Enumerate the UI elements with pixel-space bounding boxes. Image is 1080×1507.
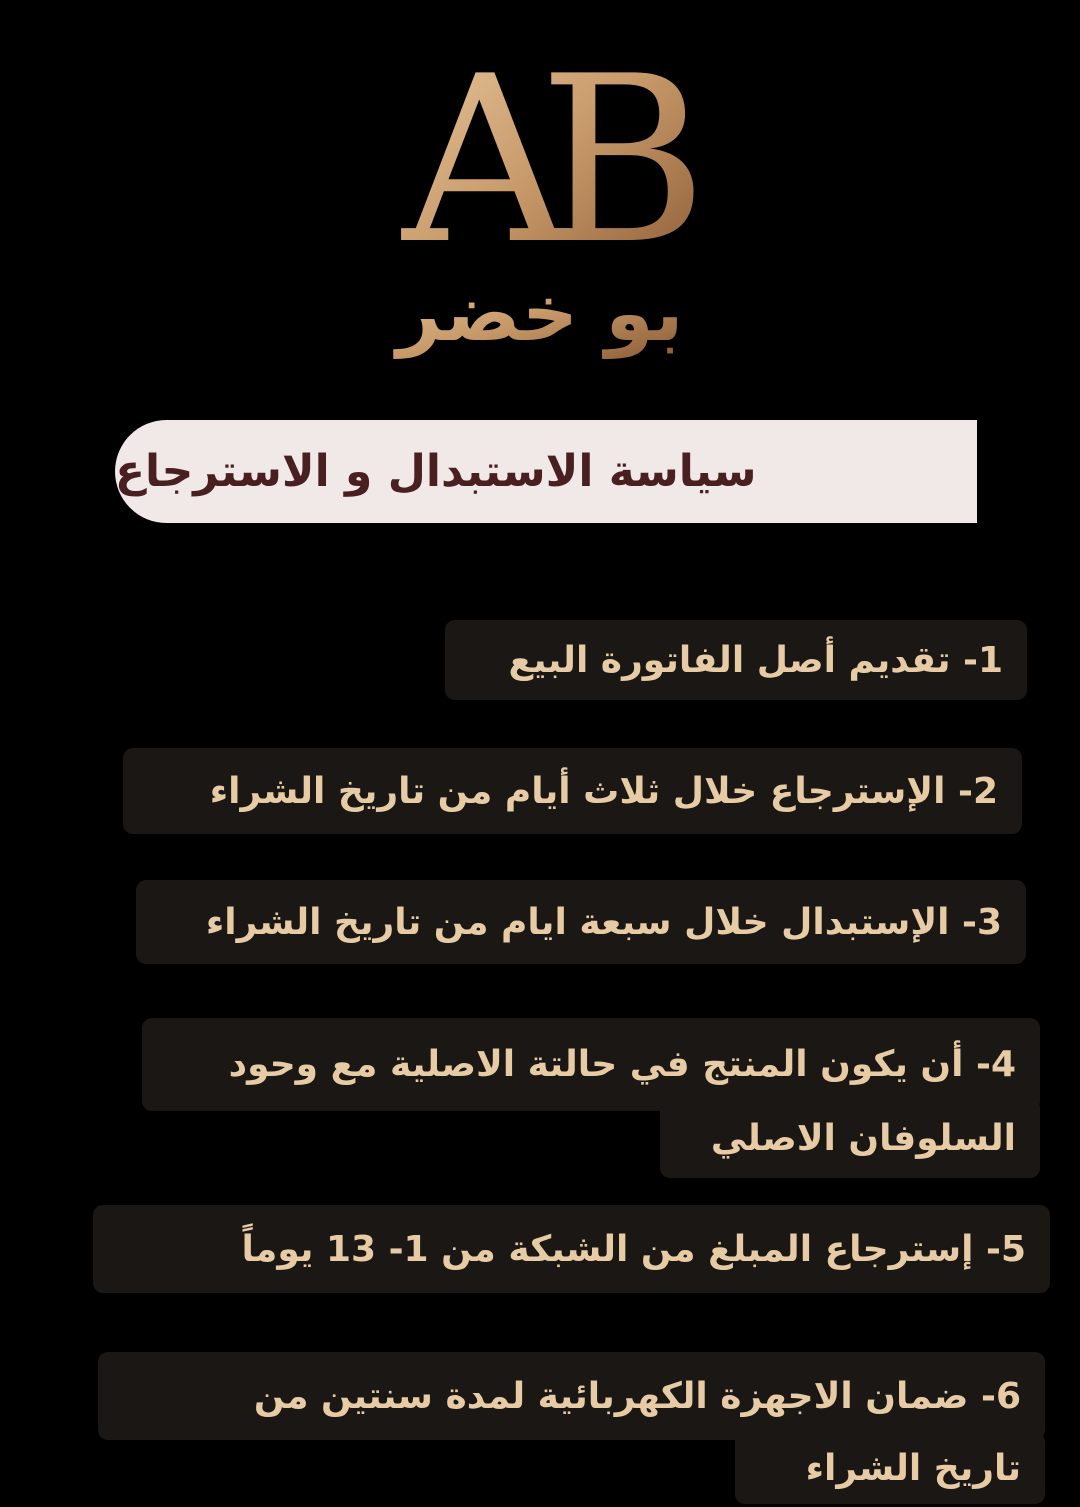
rule-text: 6- ضمان الاجهزة الكهربائية لمدة سنتين من — [253, 1375, 1021, 1417]
rule-text: تاريخ الشراء — [805, 1447, 1021, 1489]
rule-line — [98, 1352, 1045, 1440]
rule-text: 3- الإستبدال خلال سبعة ايام من تاريخ الشراء — [205, 901, 1002, 943]
rule-item-1 — [445, 620, 1027, 700]
rule-item-6 — [98, 1352, 1045, 1502]
rule-text: 5- إسترجاع المبلغ من الشبكة من 1- 13 يوماً — [241, 1228, 1026, 1270]
rule-line — [735, 1432, 1045, 1504]
rule-text: 4- أن يكون المنتج في حالتة الاصلية مع وحود — [228, 1044, 1016, 1085]
rule-item-3 — [136, 880, 1026, 964]
rule-text: 1- تقديم أصل الفاتورة البيع — [508, 639, 1003, 681]
policy-title: سياسة الاستبدال و الاسترجاع — [115, 446, 757, 497]
rule-line — [660, 1098, 1040, 1178]
brand-logo — [370, 20, 710, 360]
logo-latin-letters: AB — [402, 28, 678, 295]
logo-arabic-name: بو خضر — [396, 269, 684, 359]
rule-text: 2- الإسترجاع خلال ثلاث أيام من تاريخ الشراء — [209, 770, 998, 812]
rule-item-5 — [93, 1205, 1050, 1293]
rule-text: السلوفان الاصلي — [710, 1117, 1016, 1159]
rule-item-2 — [123, 748, 1022, 834]
rule-item-4 — [142, 1018, 1040, 1160]
policy-title-banner — [115, 420, 977, 523]
